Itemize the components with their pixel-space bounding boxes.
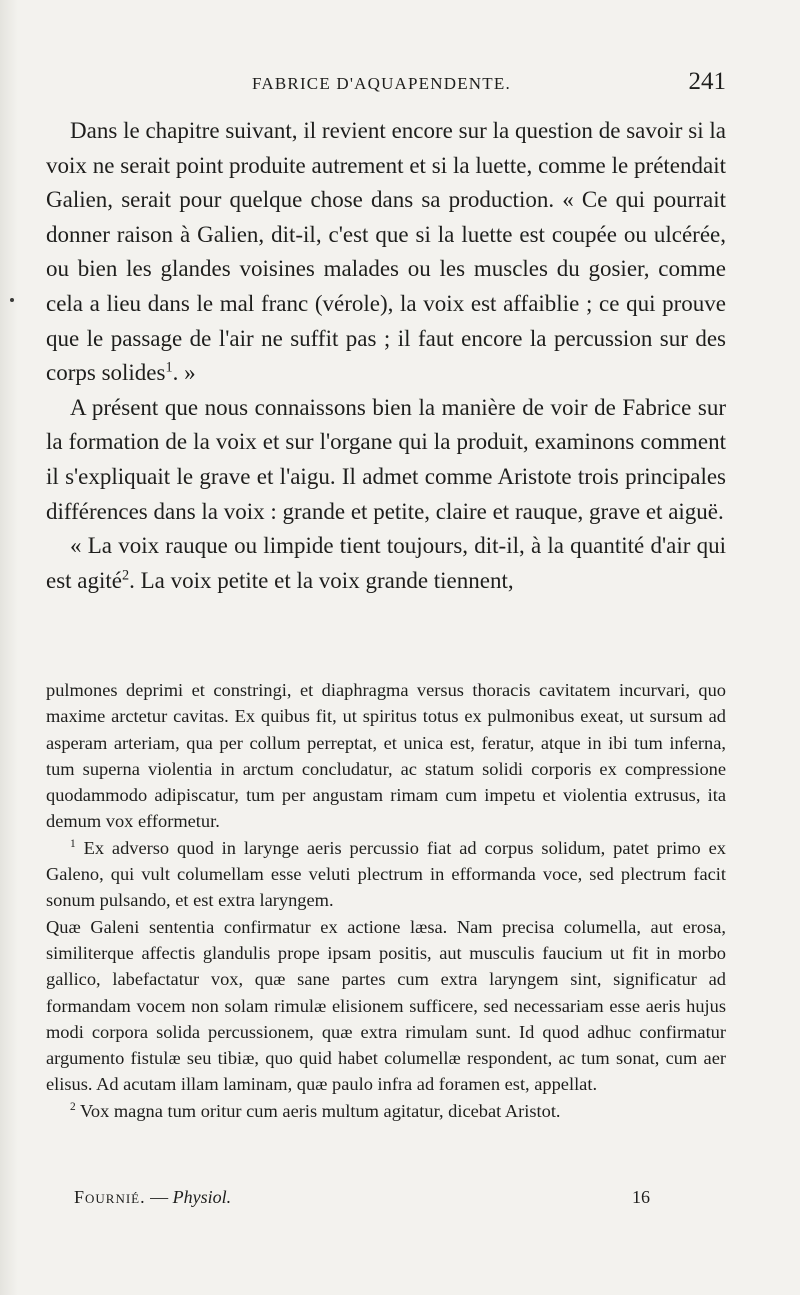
book-title: Physiol. [172, 1187, 232, 1207]
footnotes [46, 677, 726, 1124]
footnote-marker: 2 [70, 1100, 76, 1113]
page-number: 241 [688, 68, 726, 95]
paragraph-end: . La voix petite et la voix grande tiennent, [129, 567, 514, 593]
paragraph: A présent que nous connaissons bien la manière de voir de Fabrice sur la formation de la voix et sur l'organe qui la produit, examinons comment il s'expliquait le grave et l'aigu. Il admet comme Aristote trois principales différences dans la voix : grande et petite, claire et rauque, grave et aiguë. [46, 394, 726, 524]
page-header [46, 68, 726, 98]
main-text [46, 114, 726, 598]
page-footer [46, 1187, 726, 1215]
footnote-ref: 1 [165, 359, 173, 376]
ink-speck [10, 298, 14, 302]
footnote-text: Vox magna tum oritur cum aeris multum agitatur, dicebat Aristot. [79, 1100, 561, 1121]
gutter-shadow [0, 0, 18, 1295]
running-head: FABRICE D'AQUAPENDENTE. [252, 74, 511, 93]
footnote-1 [46, 835, 726, 914]
footnote-text: Ex adverso quod in larynge aeris percussio fiat ad corpus solidum, patet primo ex Galeno, qui vult columellam esse veluti plectrum in efformanda voce, sed plectrum facit sonum pulsando, et est extra laryngem. [46, 837, 726, 911]
footer-dash: — [145, 1187, 173, 1207]
signature-mark: 16 [632, 1187, 650, 1207]
paragraph [46, 529, 726, 598]
footnote-marker: 1 [70, 837, 76, 850]
footnote-ref: 2 [122, 567, 130, 584]
paragraph [46, 114, 726, 391]
footnote-2 [46, 1098, 726, 1124]
footer-author [74, 1187, 231, 1208]
paragraph-text: Dans le chapitre suivant, il revient encore sur la question de savoir si la voix ne serait point produite autrement et si la luette, comme le prétendait Galien, serait pour quelque chose dans sa production. « Ce qui pourrait donner raison à Galien, dit-il, c'est que si la luette est coupée ou ulcérée, ou bien les glandes voisines malades ou les muscles du gosier, comme cela a lieu dans le mal franc (vérole), la voix est affaiblie ; ce qui prouve que le passage de l'air ne suffit pas ; il faut encore la percussion sur des corps solides [46, 118, 726, 386]
paragraph-text: « La voix rauque ou limpide tient toujours, dit-il, à la quantité d'air qui est agité [46, 533, 726, 593]
footnote-1-continued: Quæ Galeni sententia confirmatur ex actione læsa. Nam precisa columella, aut erosa, similiterque affectis glandulis prope ipsam positis, aut musculis faucium ut fit in morbo gallico, labefactatur vox, quæ sane partes cum extra laryngem sint, significatur ad formandam vocem non solam rimulæ elisionem sufficere, sed necessariam esse aeris hujus modi corpora solida percussionem, quæ extra rimulam sunt. Id quod adhuc confirmatur argumento fistulæ seu tibiæ, quo quid habet columellæ respondent, ac tum sonat, cum aer elisus. Ad acutam illam laminam, quæ paulo infra ad foramen est, appellat. [46, 916, 726, 1095]
author-name: Fournié. [74, 1187, 146, 1207]
paragraph-end: . » [172, 360, 196, 386]
footnote-continuation: pulmones deprimi et constringi, et diaphragma versus thoracis cavitatem incurvari, quo maxime arctetur cavitas. Ex quibus fit, ut spiritus totus ex pulmonibus exeat, ut sursum ad asperam arteriam, qua per collum perreptat, et unica est, feratur, atque in ibi tum inferna, tum superna violentia in arctum concludatur, ac statum solidi corporis ex compressione quodammodo adipiscatur, tum per angustam rimam cum impetu et violentia extrusus, ita demum vox efformetur. [46, 680, 726, 832]
